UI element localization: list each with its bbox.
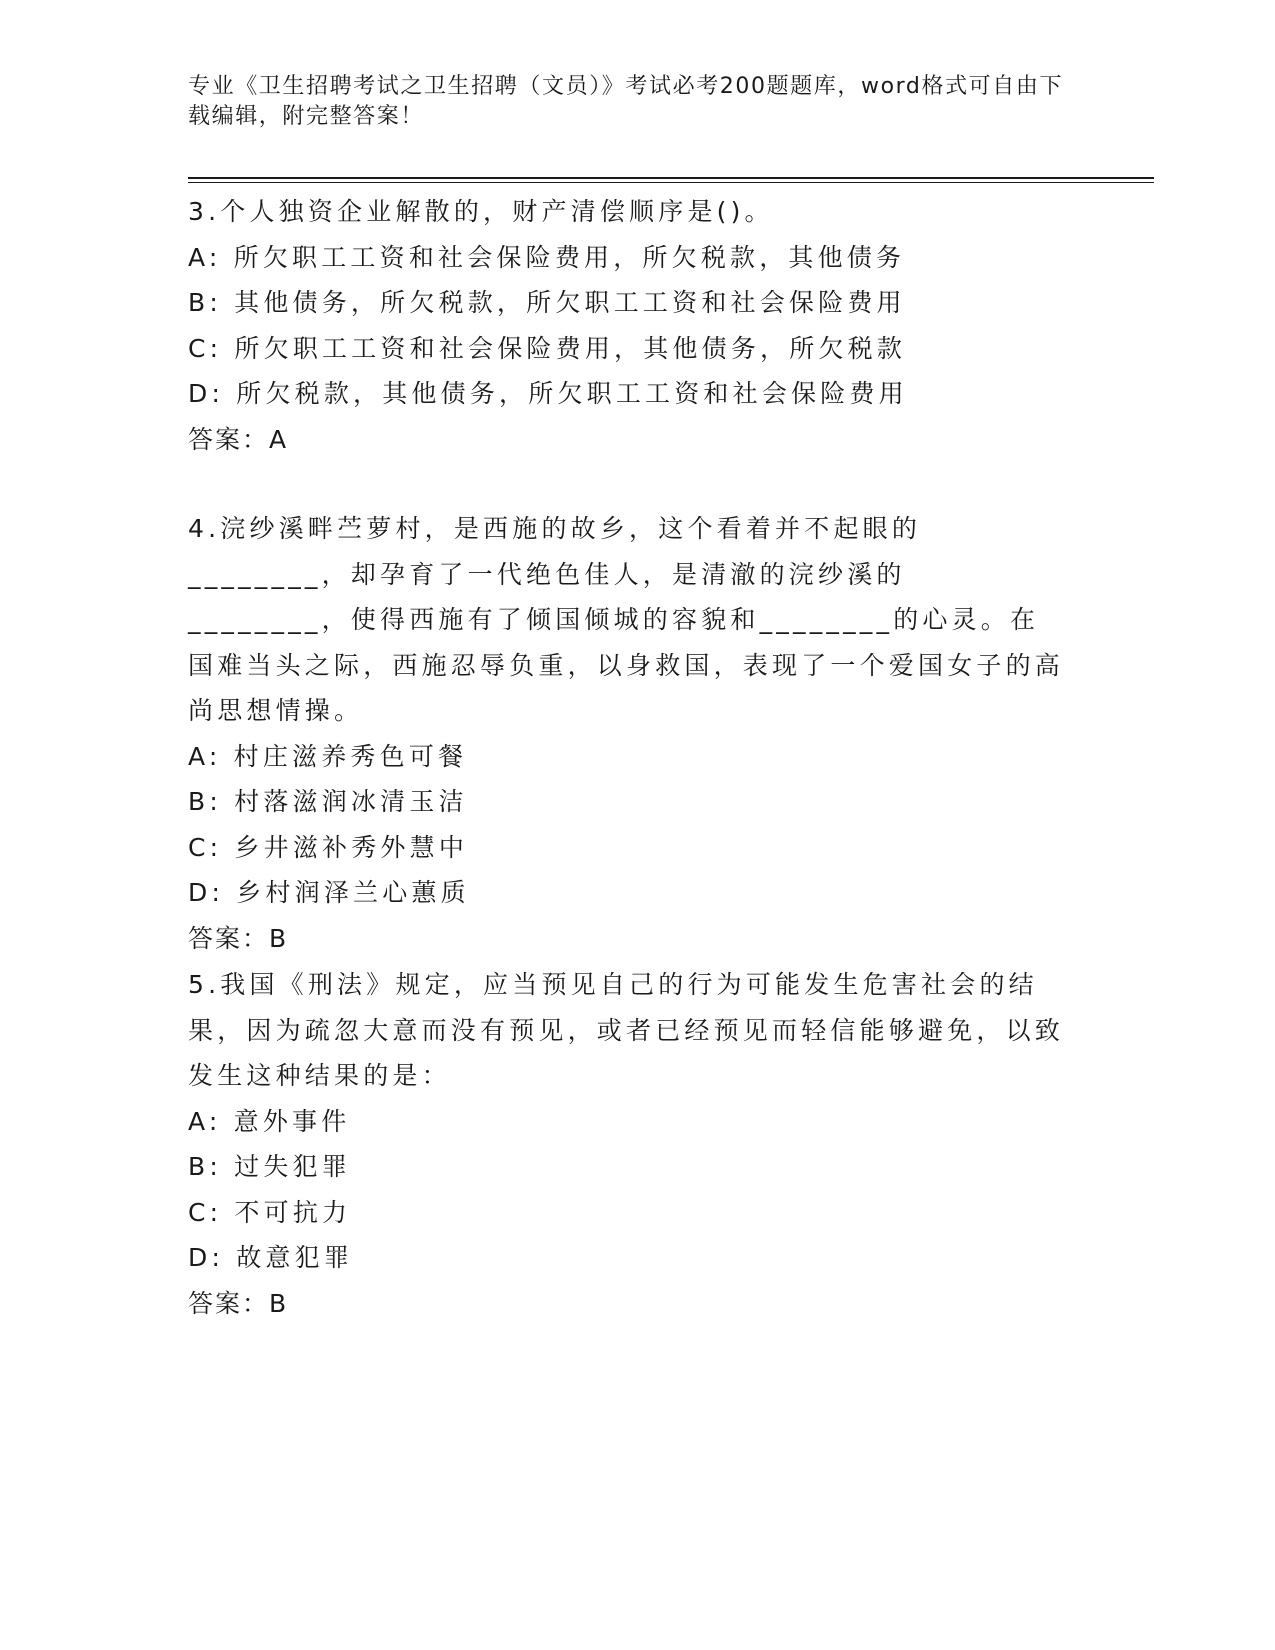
- answer-line: 答案：A: [188, 424, 289, 454]
- option-a: A: 村庄滋养秀色可餐: [188, 741, 468, 771]
- header-divider-thin: [188, 182, 1154, 183]
- option-c: C: 乡井滋补秀外慧中: [188, 832, 469, 862]
- option-a: A: 所欠职工工资和社会保险费用，所欠税款，其他债务: [188, 242, 906, 272]
- question-stem: 5.我国《刑法》规定，应当预见自己的行为可能发生危害社会的结果，因为疏忽大意而没有预见，或者已经预见而轻信能够避免，以致发生这种结果的是：: [188, 970, 1065, 1090]
- question-stem: 3.个人独资企业解散的，财产清偿顺序是()。: [188, 197, 774, 226]
- option-b: B: 其他债务，所欠税款，所欠职工工资和社会保险费用: [188, 288, 906, 317]
- answer-line: 答案：B: [188, 923, 289, 953]
- option-d: D: 故意犯罪: [188, 1243, 354, 1272]
- question-3: [188, 189, 1068, 462]
- question-4: [188, 506, 1068, 961]
- document-header: 专业《卫生招聘考试之卫生招聘（文员）》考试必考200题题库，word格式可自由下载编辑，附完整答案！: [188, 74, 1064, 129]
- option-b: B: 村落滋润冰清玉洁: [188, 787, 468, 816]
- question-stem: 4.浣纱溪畔苎萝村，是西施的故乡，这个看着并不起眼的________，却孕育了一代绝色佳人，是清澈的浣纱溪的________，使得西施有了倾国倾城的容貌和________的心灵。在国难当头之际，西施忍辱负重，以身救国，表现了一个爱国女子的高尚思想情操。: [188, 514, 1065, 725]
- option-d: D: 所欠税款，其他债务，所欠职工工资和社会保险费用: [188, 379, 908, 408]
- option-c: C: 不可抗力: [188, 1197, 352, 1227]
- option-a: A: 意外事件: [188, 1106, 351, 1136]
- option-d: D: 乡村润泽兰心蕙质: [188, 878, 470, 907]
- answer-line: 答案：B: [188, 1288, 289, 1318]
- option-b: B: 过失犯罪: [188, 1152, 351, 1181]
- option-c: C: 所欠职工工资和社会保险费用，其他债务，所欠税款: [188, 333, 907, 363]
- header-divider: [188, 177, 1154, 179]
- question-5: [188, 962, 1068, 1326]
